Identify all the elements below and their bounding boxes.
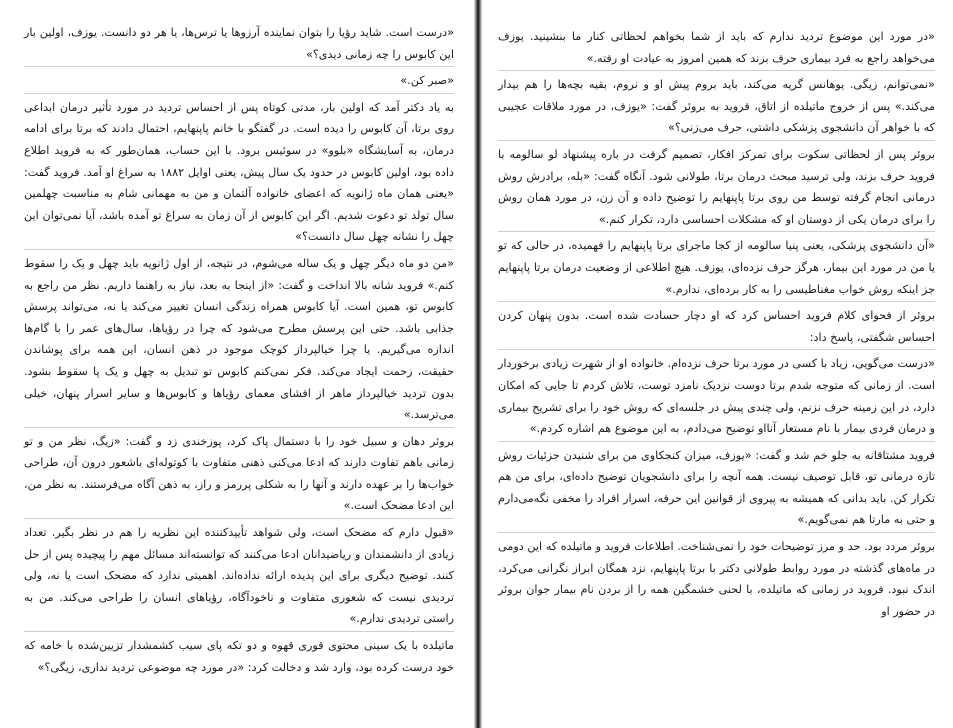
right-paragraph-7: فروید مشتاقانه به جلو خم شد و گفت: «یوزف، میزان کنجکاوی من برای شنیدن جزئیات روش تازه درمانی تو، قابل توصیف نیست. همه آنچه را برای دانشجویان توضیح داده‌ای، برای من هم تکرار کن. باید بدانی که همیشه به پیروی از قوانین این حرفه، اسرار افراد را مخفی نگه‌می‌دارم و حتی به مارتا هم نمی‌گویم.»: [498, 445, 935, 533]
left-page: [0, 0, 474, 728]
right-paragraph-2: «نمی‌توانم، زیگی. یوهانس گریه می‌کند، باید بروم پیش او و نروم، بقیه بچه‌ها را هم بیدار می‌کند.» پس از خروج ماتیلده از اتاق، فروید به بروئر گفت: «یوزف، در مورد ملاقات عجیبی که با خواهر آن دانشجوی پزشکی داشتی، حرف می‌زنی؟»: [498, 74, 935, 141]
right-paragraph-5: بروئر از فحوای کلام فروید احساس کرد که او دچار حسادت شده است. بدون پنهان کردن احساس شگفتی، پاسخ داد:: [498, 305, 935, 350]
right-paragraph-1: «در مورد این موضوع تردید ندارم که باید از شما بخواهم لحظاتی کنار ما بنشینید. یوزف می‌خواهد راجع به فرد بیماری حرف بزند که همین امروز به عیادت او رفته.»: [498, 26, 935, 71]
left-paragraph-5: بروئر دهان و سبیل خود را با دستمال پاک کرد، پوزخندی زد و گفت: «زیگ، نظر من و تو زمانی باهم تفاوت دارند که ادعا می‌کنی ذهنی متفاوت با کوتوله‌ای باشعور درون آن، طراحی خواب‌ها را بر عهده دارند و آنها را به شکلی پررمز و راز، به ذهن آگاه می‌فرستند. به نظر من، این ادعا مضحک است.»: [24, 431, 454, 519]
right-page: [482, 0, 953, 728]
left-paragraph-1: «درست است. شاید رؤیا را بتوان نماینده آرزوها یا ترس‌ها، یا هر دو دانست. یوزف، اولین بار این کابوس را چه زمانی دیدی؟»: [24, 22, 454, 67]
left-paragraph-6: «قبول دارم که مضحک است، ولی شواهد تأییدکننده این نظریه را هم در نظر بگیر. تعداد زیادی از دانشمندان و ریاضیدانان ادعا می‌کنند که توانسته‌اند مسائل مهم را پیچیده پس از حل کنند. توضیح دیگری برای این پدیده ارائه نداده‌اند. اهمیتی ندارد که مضحک است یا نه، ولی تردیدی نیست که شعوری متفاوت و ناخودآگاه، رؤیاهای انسان را طراحی می‌کند. من به راستی تردیدی ندارم.»: [24, 522, 454, 632]
right-paragraph-3: بروئر پس از لحظاتی سکوت برای تمرکز افکار، تصمیم گرفت در باره پیشنهاد لو سالومه با فروید حرف بزند، ولی ترسید مبحث درمان برتا، طولانی شود. آنگاه گفت: «بله، برادرش روش درمانی انجام گرفته توسط من روی برتا پاپنهایم را توضیح داده و آن زن، در مورد همان روش را برای درمان یکی از دوستان او که مشکلات احساسی دارد، تکرار کنم.»: [498, 144, 935, 232]
right-paragraph-6: «درست می‌گویی، زیاد با کسی در مورد برتا حرف نزده‌ام. خانواده او از شهرت زیادی برخوردار است. از زمانی که متوجه شدم برتا دوست نزدیک نامزد توست، تلاش کردم تا جایی که امکان دارد، در این زمینه حرف نزنم، ولی چندی پیش در جلسه‌ای که روش خود را برای تشریح بیماری و درمان فردی بیمار با نام مستعار آنااو توضیح می‌دادم، به این موضوع هم اشاره کردم.»: [498, 353, 935, 441]
right-paragraph-4: «آن دانشجوی پزشکی، یعنی پنیا سالومه از کجا ماجرای برتا پاپنهایم را فهمیده، در حالی که تو یا من در مورد این بیمار، هرگز حرف نزده‌ای، یوزف. هیچ اطلاعی از وضعیت درمان برتا پاپنهایم جز اینکه روش خواب مغناطیسی را به کار برده‌ای، ندارم.»: [498, 235, 935, 302]
left-paragraph-2: «صبر کن.»: [24, 70, 454, 94]
right-paragraph-8: بروئر مردد بود. حد و مرز توضیحات خود را نمی‌شناخت. اطلاعات فروید و ماتیلده که این دومی در ماه‌های گذشته در مورد روابط طولانی دکتر با برتا پاپنهایم، نزد همگان ابراز نگرانی می‌کرد، اندک نبود. فروید در زمانی که ماتیلده، با لحنی خشمگین همه را از بردن نام بیمار جوان بروئر در حضور او: [498, 540, 935, 618]
book-spine: [474, 0, 482, 728]
left-paragraph-4: «من دو ماه دیگر چهل و یک ساله می‌شوم، در نتیجه، از اول ژانویه باید چهل و یک را سقوط کنم.» فروید شانه بالا انداخت و گفت: «از اینجا به بعد، نیاز به راهنما داریم. نظر من راجع به کابوس تو، همین است. آیا کابوس همراه زندگی انسان تغییر می‌کند یا نه، می‌تواند پرسش جذابی باشد. حتی این پرسش مطرح می‌شود که چرا در رؤیاها، سال‌های عمر را با گام‌ها اندازه می‌گیریم. یا چرا خیالپرداز کوچک موجود در ذهن انسان، این همه برای پوشاندن حقیقت، زحمت ایجاد می‌کند. فکر نمی‌کنم کابوس تو تبدیل به چهل و یک پا سقوط بشود. بدون تردید خیالپرداز ماهر از افشای معمای رؤیاها و کابوس‌ها و سایر اسرار پنهان، خیلی می‌ترسد.»: [24, 253, 454, 428]
left-paragraph-3: به یاد دکتر آمد که اولین بار، مدتی کوتاه پس از احساس تردید در مورد تأثیر درمان ابداعی روی برتا، آن کابوس را دیده است. در گفتگو با خانم پاپنهایم، احتمال دادند که برتا برای ادامه درمان، به آسایشگاه «بلوو» در سوئیس برود. با این حساب، همان‌طور که به فروید اطلاع داده بود، اولین کابوس در حدود یک سال پیش، یعنی اوایل ۱۸۸۲ به سراغ او آمد. فروید گفت: «یعنی همان ماه ژانویه که اعضای خانواده آلتمان و من به مهمانی شام به مناسبت چهلمین سال تولد تو دعوت شدیم. اگر این کابوس از آن زمان به سراغ تو آمده باشد، آیا نمی‌توان این چهل را نشانه چهل سال دانست؟»: [24, 97, 454, 250]
left-paragraph-7: ماتیلده با یک سینی محتوی قوری قهوه و دو تکه پای سیب کشمشدار تزیین‌شده با خامه که خود درست کرده بود، وارد شد و دخالت کرد: «در مورد چه موضوعی تردید نداری، زیگی؟»: [24, 639, 454, 674]
